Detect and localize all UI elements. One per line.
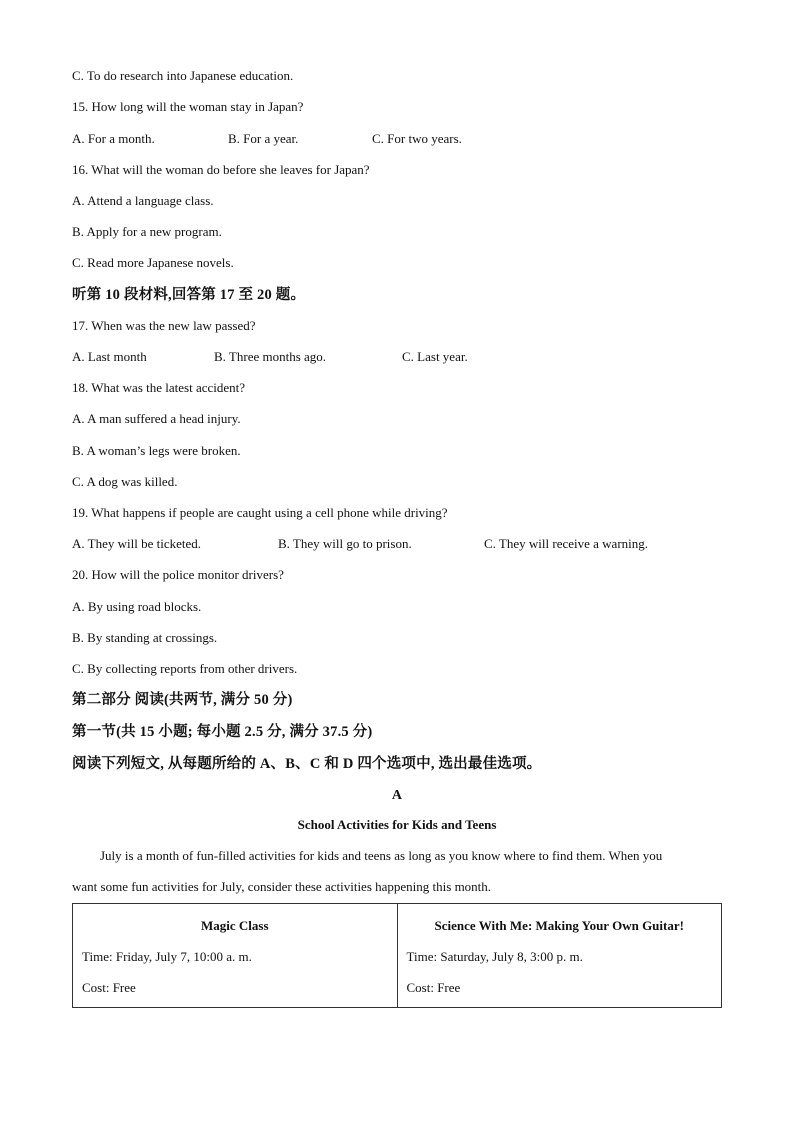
q16-option-c: C. Read more Japanese novels. — [72, 255, 234, 270]
q18-question: 18. What was the latest accident? — [72, 380, 246, 395]
q19-options — [72, 536, 648, 552]
activity-cost: Cost: Free — [82, 980, 136, 995]
reading-instruction: 阅读下列短文, 从每题所给的 A、B、C 和 D 四个选项中, 选出最佳选项。 — [72, 756, 542, 772]
q20-question: 20. How will the police monitor drivers? — [72, 567, 284, 582]
q16-question: 16. What will the woman do before she leaves for Japan? — [72, 162, 370, 177]
q17-option-b: B. Three months ago. — [214, 349, 327, 364]
activity-time: Time: Friday, July 7, 10:00 a. m. — [82, 949, 252, 964]
q20-option-b: B. By standing at crossings. — [72, 630, 218, 645]
q18-option-a: A. A man suffered a head injury. — [72, 411, 241, 426]
q19-question: 19. What happens if people are caught using a cell phone while driving? — [72, 505, 448, 520]
q15-options — [72, 131, 462, 147]
q16-option-a: A. Attend a language class. — [72, 193, 214, 208]
q19-option-b: B. They will go to prison. — [278, 536, 412, 551]
q18-option-b: B. A woman’s legs were broken. — [72, 443, 241, 458]
passage-title: School Activities for Kids and Teens — [297, 817, 497, 832]
section-10-heading: 听第 10 段材料,回答第 17 至 20 题。 — [72, 287, 306, 303]
q19-option-c: C. They will receive a warning. — [484, 536, 649, 551]
passage-letter: A — [391, 788, 403, 803]
activities-row — [73, 904, 722, 1008]
passage-paragraph-line-2: want some fun activities for July, consider these activities happening this month. — [72, 879, 492, 894]
activity-time: Time: Saturday, July 8, 3:00 p. m. — [406, 949, 583, 964]
q20-option-a: A. By using road blocks. — [72, 599, 202, 614]
q17-option-a: A. Last month — [72, 349, 147, 364]
q15-question: 15. How long will the woman stay in Japan? — [72, 99, 304, 114]
activity-title: Magic Class — [200, 918, 269, 933]
activities-table — [72, 903, 722, 1008]
passage-paragraph-line-1: July is a month of fun-filled activities for kids and teens as long as you know where to find them. When you — [100, 848, 663, 863]
q15-option-a: A. For a month. — [72, 131, 155, 146]
q19-option-a: A. They will be ticketed. — [72, 536, 202, 551]
q15-option-b: B. For a year. — [228, 131, 299, 146]
q17-question: 17. When was the new law passed? — [72, 318, 256, 333]
q18-option-c: C. A dog was killed. — [72, 474, 178, 489]
activity-cell-magic-class — [73, 904, 398, 1008]
q14-option-c: C. To do research into Japanese education. — [72, 68, 294, 83]
q15-option-c: C. For two years. — [372, 131, 462, 146]
section-1-heading: 第一节(共 15 小题; 每小题 2.5 分, 满分 37.5 分) — [72, 724, 373, 740]
q20-option-c: C. By collecting reports from other drivers. — [72, 661, 298, 676]
activity-title: Science With Me: Making Your Own Guitar! — [434, 918, 684, 933]
q16-option-b: B. Apply for a new program. — [72, 224, 222, 239]
activity-cost: Cost: Free — [406, 980, 461, 995]
q17-options — [72, 349, 468, 365]
q17-option-c: C. Last year. — [402, 349, 468, 364]
part-2-heading: 第二部分 阅读(共两节, 满分 50 分) — [72, 692, 293, 708]
activity-cell-science-guitar — [397, 904, 722, 1008]
